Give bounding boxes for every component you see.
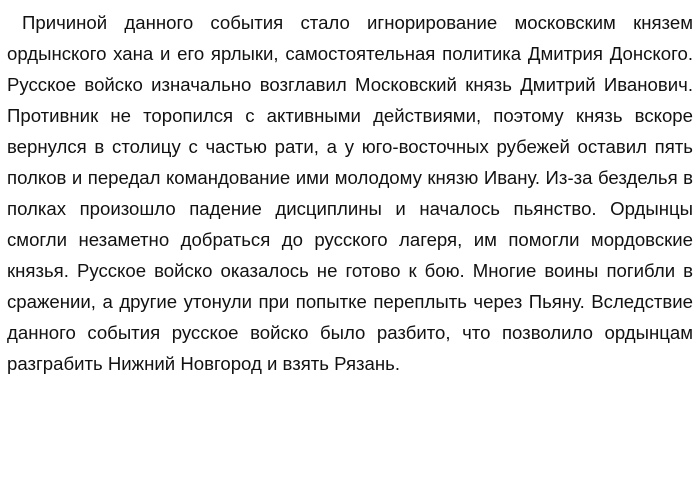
body-paragraph: Причиной данного события стало игнорирование московским князем ордынского хана и его ярлыки, самостоятельная политика Дмитрия Донского. Русское войско изначально возглавил Московский князь Дмитрий Иванович. Противник не торопился с активными действиями, поэтому князь вскоре вернулся в столицу с частью рати, а у юго-восточных рубежей оставил пять полков и передал командование ими молодому князю Ивану. Из-за безделья в полках произошло падение дисциплины и началось пьянство. Ордынцы смогли незаметно добраться до русского лагеря, им помогли мордовские князья. Русское войско оказалось не готово к бою. Многие воины погибли в сражении, а другие утонули при попытке переплыть через Пьяну. Вследствие данного события русское войско было разбито, что позволило ордынцам разграбить Нижний Новгород и взять Рязань. xyxy=(7,12,693,374)
